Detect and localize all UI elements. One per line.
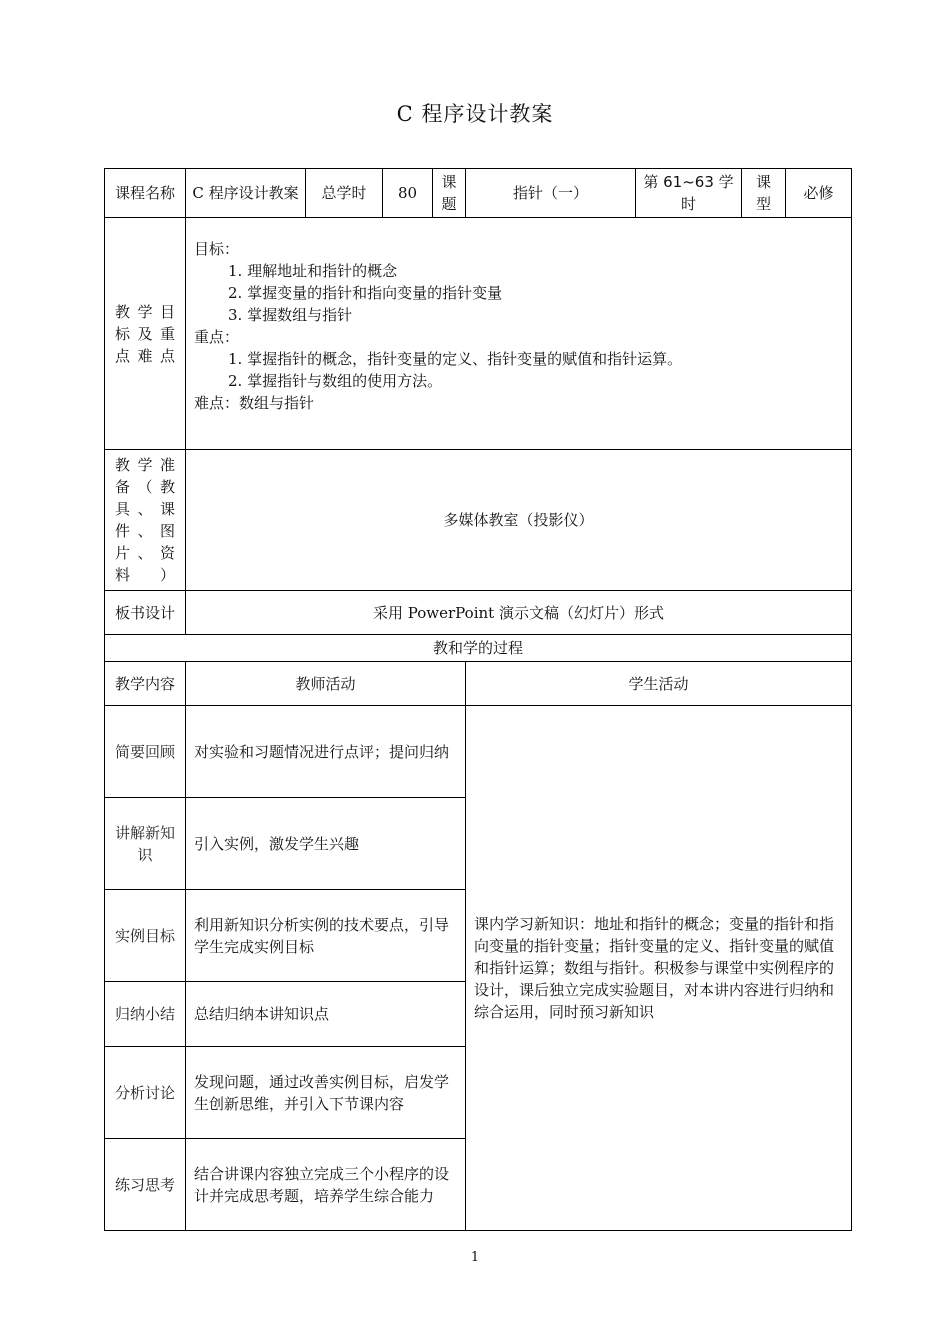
goal-item: 2. 掌握变量的指针和指向变量的指针变量 [228,284,503,302]
row-teacher: 发现问题，通过改善实例目标，启发学生创新思维，并引入下节课内容 [186,1047,466,1139]
course-name: C 程序设计教案 [186,169,306,218]
goal-title: 目标： [194,240,240,258]
col-content: 教学内容 [105,662,186,706]
preparation-row [105,450,852,591]
lesson-plan-table [104,168,852,1231]
total-hours: 80 [383,169,433,218]
key-item: 2. 掌握指针与数组的使用方法。 [228,372,443,390]
objectives-row [105,218,852,450]
document-title: C 程序设计教案 [396,102,554,126]
board-label: 板书设计 [105,591,186,635]
preparation-label: 教 学 准 备 （ 教 具 、 课 件 、 图 片 、 资 料） [105,450,186,591]
objectives-content [186,218,852,450]
row-teacher: 总结归纳本讲知识点 [186,982,466,1047]
total-hours-label: 总学时 [306,169,383,218]
difficulty: 难点：数组与指针 [194,394,315,412]
header-row [105,169,852,218]
col-student: 学生活动 [466,662,852,706]
row-teacher: 对实验和习题情况进行点评；提问归纳 [186,706,466,798]
row-content: 讲解新知识 [105,798,186,890]
period: 第 61~63 学时 [636,169,742,218]
lesson-topic: 指针（一） [466,169,636,218]
key-title: 重点： [194,328,240,346]
row-teacher: 结合讲课内容独立完成三个小程序的设计并完成思考题，培养学生综合能力 [186,1139,466,1231]
process-title-row [105,635,852,662]
type-label: 课型 [742,169,786,218]
row-content: 分析讨论 [105,1047,186,1139]
row-content: 练习思考 [105,1139,186,1231]
col-teacher: 教师活动 [186,662,466,706]
preparation-value: 多媒体教室（投影仪） [186,450,852,591]
row-content: 归纳小结 [105,982,186,1047]
page-number: 1 [470,1250,480,1265]
row-teacher: 利用新知识分析实例的技术要点，引导学生完成实例目标 [186,890,466,982]
course-label: 课程名称 [105,169,186,218]
student-activity: 课内学习新知识：地址和指针的概念；变量的指针和指向变量的指针变量；指针变量的定义、指针变量的赋值和指针运算；数组与指针。积极参与课堂中实例程序的设计，课后独立完成实验题目，对本讲内容进行归纳和综合运用，同时预习新知识 [466,706,852,1231]
process-row [105,706,852,798]
key-item: 1. 掌握指针的概念，指针变量的定义、指针变量的赋值和指针运算。 [228,350,683,368]
goal-item: 3. 掌握数组与指针 [228,306,353,324]
board-row [105,591,852,635]
row-teacher: 引入实例，激发学生兴趣 [186,798,466,890]
row-content: 实例目标 [105,890,186,982]
goal-item: 1. 理解地址和指针的概念 [228,262,398,280]
objectives-label: 教 学 目 标 及 重 点难点 [105,218,186,450]
process-title: 教和学的过程 [105,635,852,662]
board-value: 采用 PowerPoint 演示文稿（幻灯片）形式 [186,591,852,635]
lesson-label: 课题 [433,169,466,218]
course-type: 必修 [786,169,852,218]
process-header-row [105,662,852,706]
row-content: 简要回顾 [105,706,186,798]
